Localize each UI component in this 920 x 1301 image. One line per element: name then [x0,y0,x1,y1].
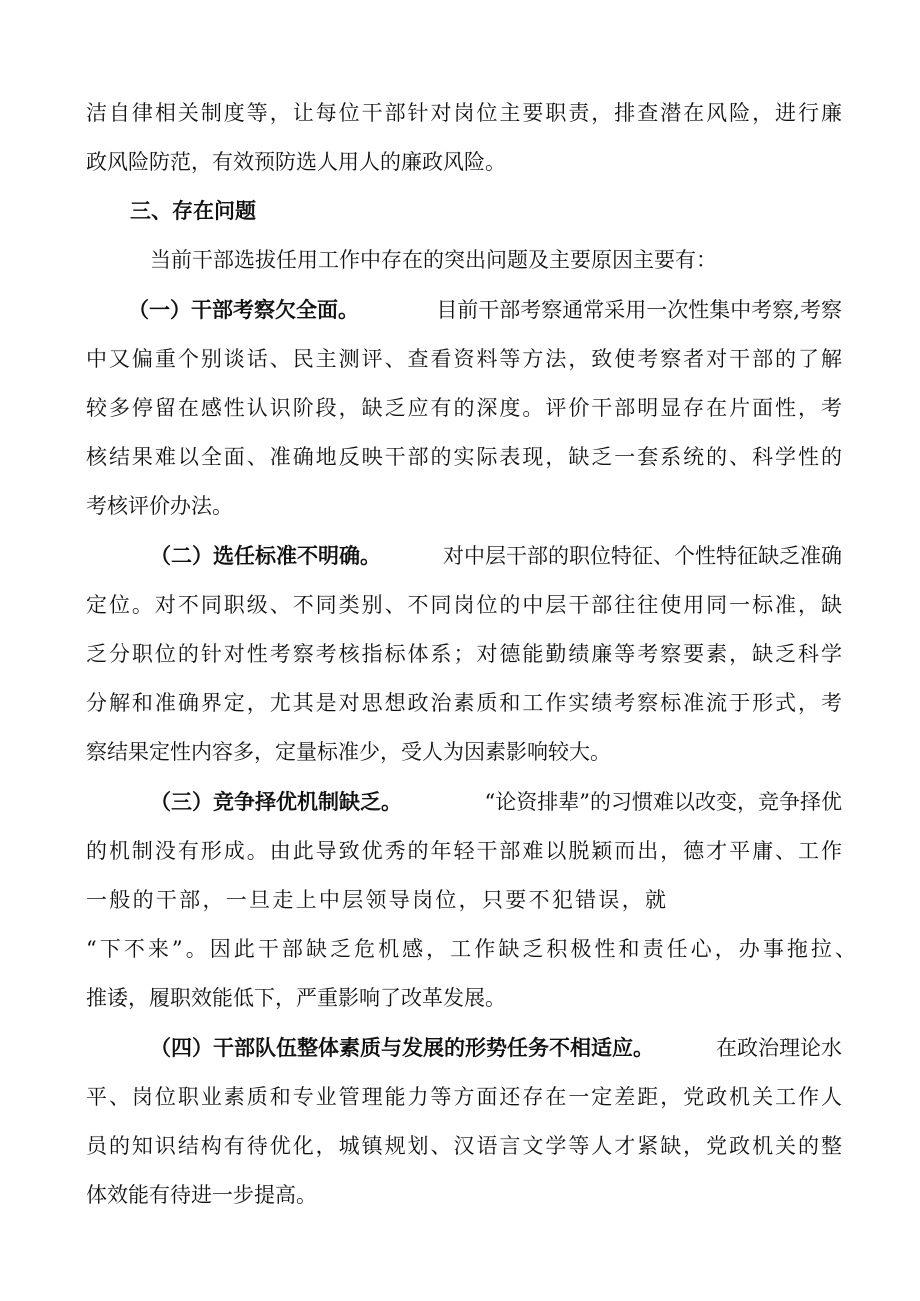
section-heading: 三、存在问题 [130,199,256,223]
text-line: 员的知识结构有待优化，城镇规划、汉语言文学等人才紧缺，党政机关的整 [86,1134,842,1158]
text-line: 推诿，履职效能低下，严重影响了改革发展。 [86,986,506,1010]
paragraph-1-heading: （一）干部考察欠全面。 [128,298,359,322]
text-line: 平、岗位职业素质和专业管理能力等方面还存在一定差距，党政机关工作人 [86,1085,842,1109]
paragraph-2-heading: （二）选任标准不明确。 [150,544,381,568]
paragraph-3-text: “论资排辈”的习惯难以改变，竞争择优 [484,790,842,814]
text-line: 体效能有待进一步提高。 [86,1183,317,1207]
text-line: 中又偏重个别谈话、民主测评、查看资料等方法，致使考察者对干部的了解 [86,347,842,371]
text-line: “下不来”。因此干部缺乏危机感，工作缺乏积极性和责任心，办事拖拉、 [86,937,856,961]
text-line: 考核评价办法。 [86,494,233,518]
text-line: 的机制没有形成。由此导致优秀的年轻干部难以脱颖而出，德才平庸、工作 [86,839,842,863]
text-line: 乏分职位的针对性考察考核指标体系；对德能勤绩廉等考察要素，缺乏科学 [86,642,842,666]
text-line: 一般的干部，一旦走上中层领导岗位，只要不犯错误，就 [86,888,666,912]
paragraph-1-text: 目前干部考察通常采用一次性集中考察,考察 [436,298,842,322]
text-line: 察结果定性内容多，定量标准少，受人为因素影响较大。 [86,740,611,764]
paragraph-4-heading: （四）干部队伍整体素质与发展的形势任务不相适应。 [150,1036,654,1060]
paragraph-4-text: 在政治理论水 [716,1036,842,1060]
text-line: 定位。对不同职级、不同类别、不同岗位的中层干部往往使用同一标准，缺 [86,593,842,617]
text-line: 核结果难以全面、准确地反映干部的实际表现，缺乏一套系统的、科学性的 [86,445,842,469]
paragraph-4-first-line [150,1033,842,1063]
text-line: 较多停留在感性认识阶段，缺乏应有的深度。评价干部明显存在片面性，考 [86,396,842,420]
paragraph-1-first-line [128,295,842,325]
text-line: 洁自律相关制度等，让每位干部针对岗位主要职责，排查潜在风险，进行廉 [86,101,842,125]
paragraph-2-first-line [150,541,842,571]
intro-paragraph: 当前干部选拔任用工作中存在的突出问题及主要原因主要有： [150,248,717,272]
text-line: 政风险防范，有效预防选人用人的廉政风险。 [86,150,506,174]
text-line: 分解和准确界定，尤其是对思想政治素质和工作实绩考察标准流于形式，考 [86,691,842,715]
paragraph-3-heading: （三）竞争择优机制缺乏。 [150,790,402,814]
paragraph-3-first-line [150,787,842,817]
paragraph-2-text: 对中层干部的职位特征、个性特征缺乏准确 [443,544,842,568]
